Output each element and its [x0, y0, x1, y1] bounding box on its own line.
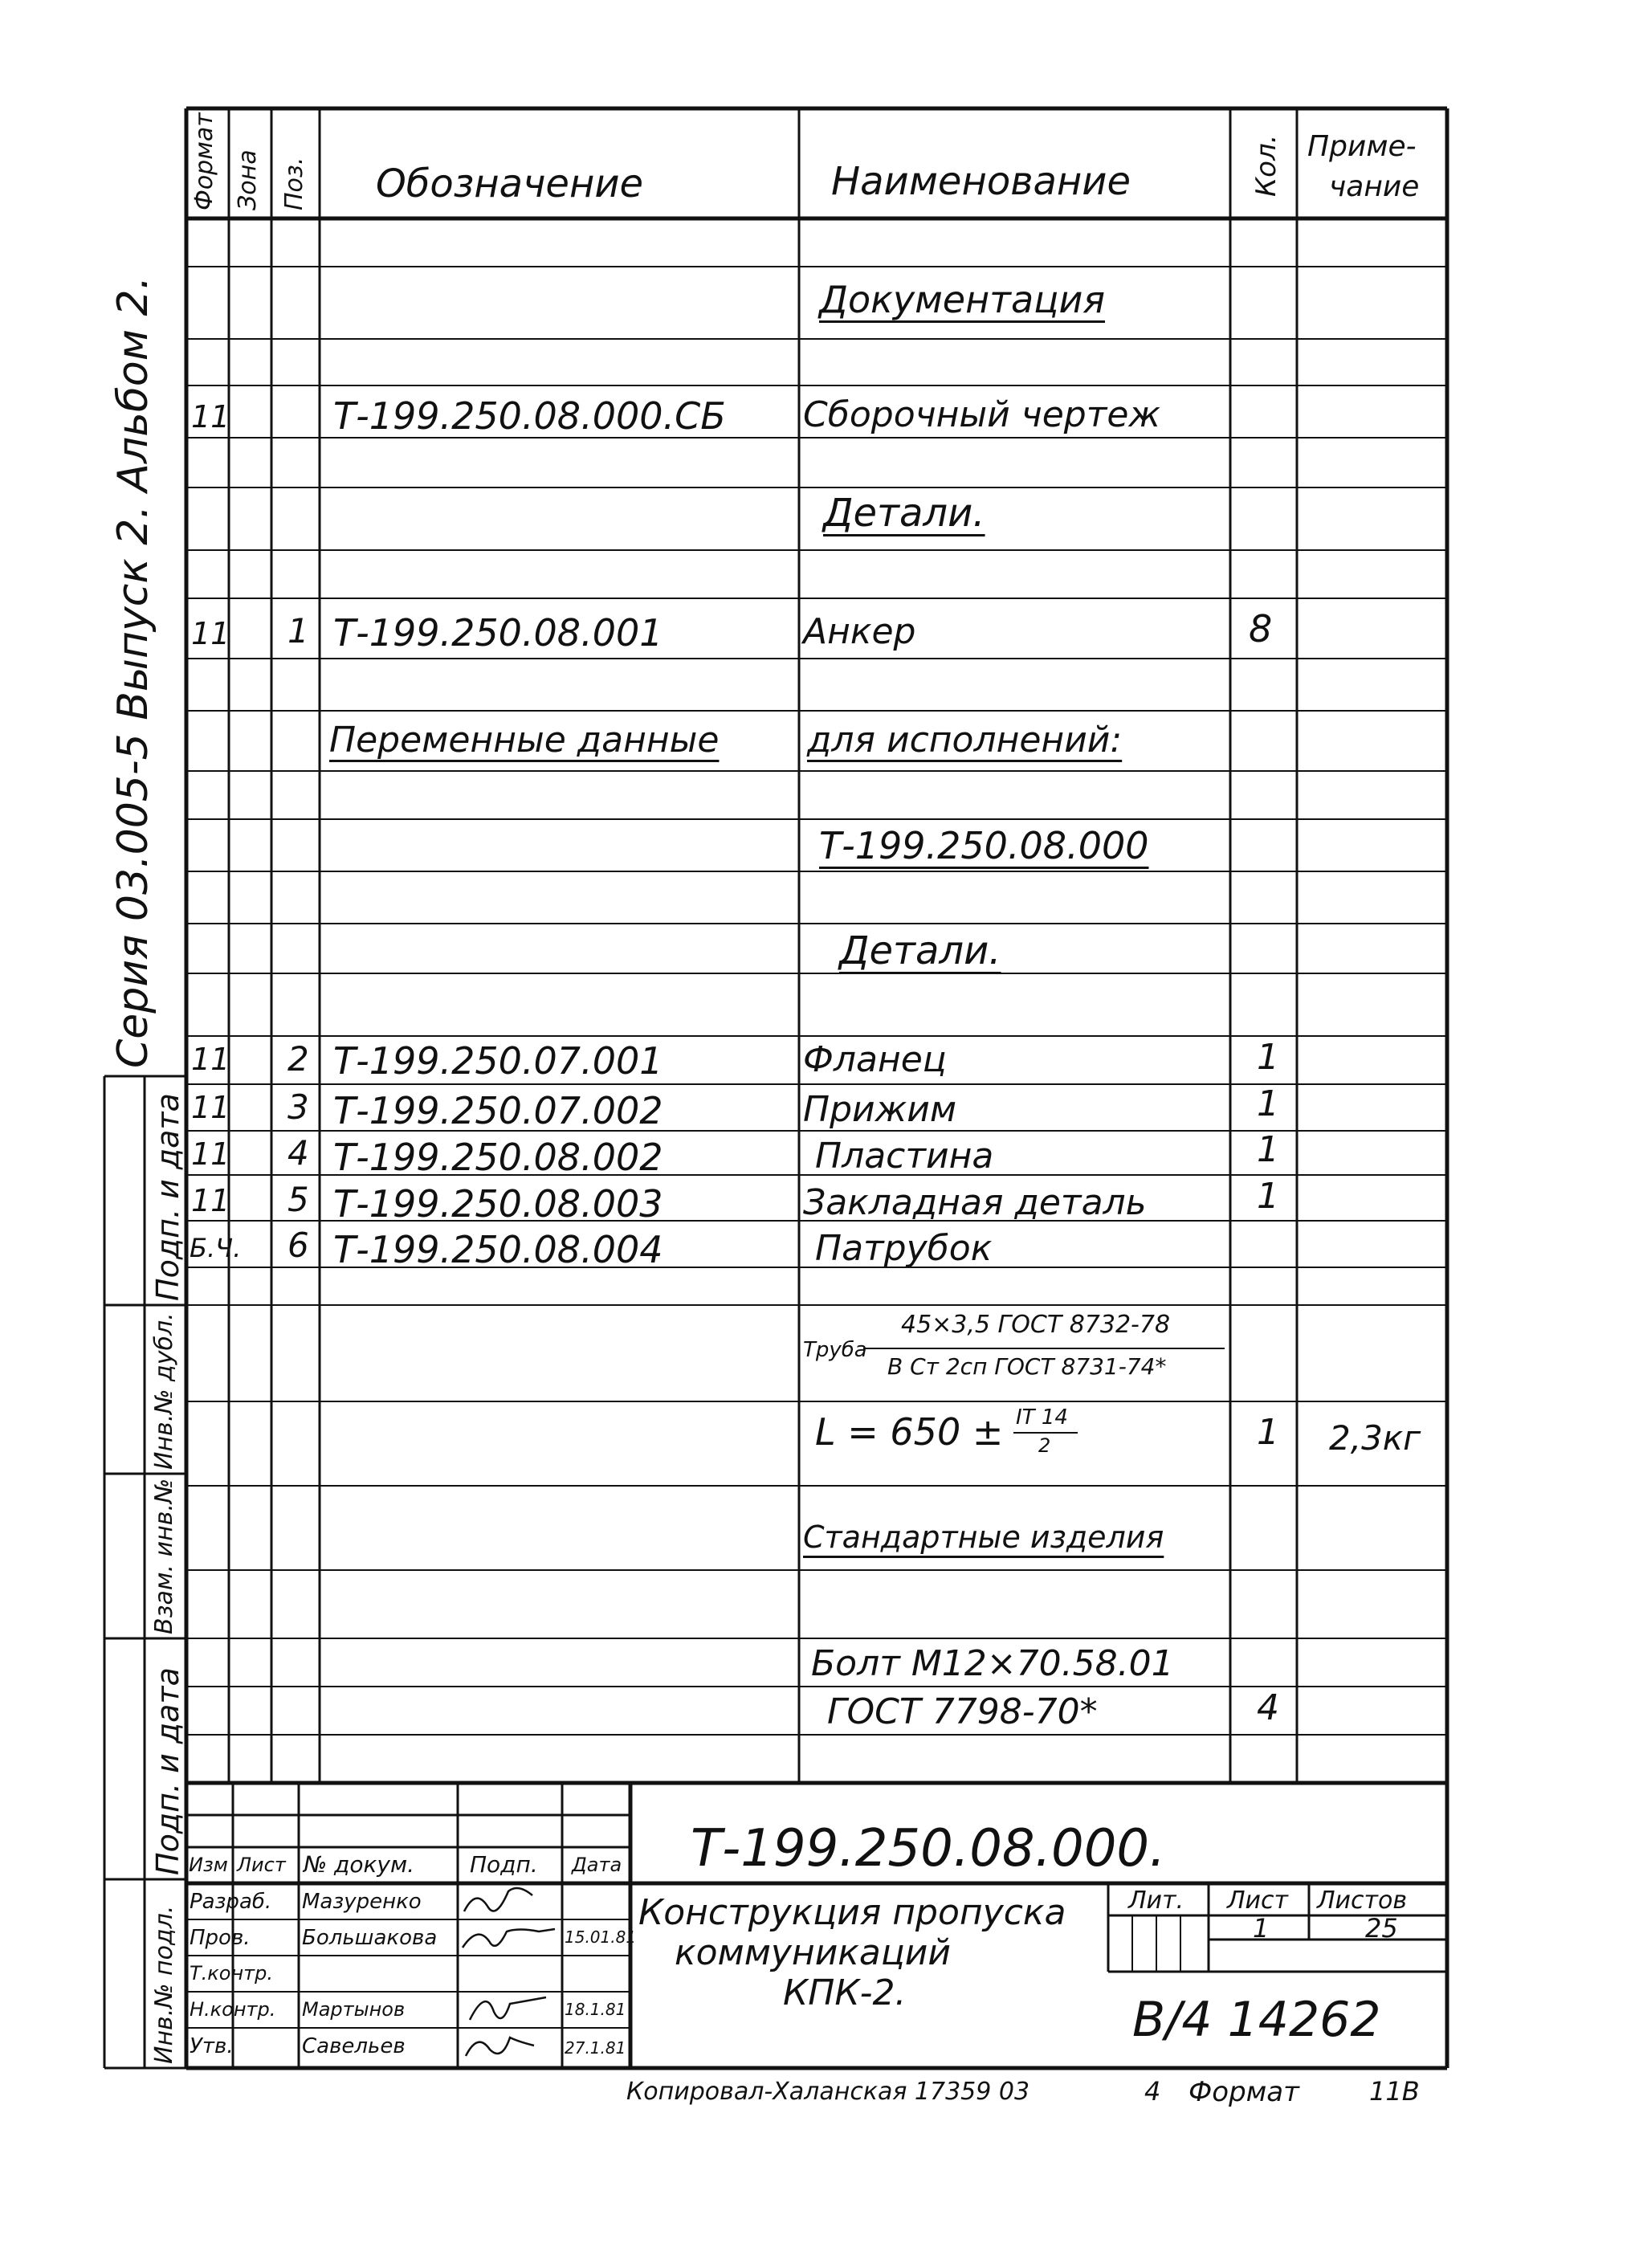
page-number: 4	[1144, 2076, 1161, 2107]
margin-inv-duplicate: Инв.№ дубл.	[150, 1312, 178, 1470]
row-format: 11	[191, 399, 230, 434]
header-note-1: Приме-	[1307, 130, 1417, 163]
header-format: Формат	[190, 112, 218, 210]
margin-replace-inv: Взам. инв.№	[150, 1478, 178, 1634]
row-name: Сборочный чертеж	[803, 394, 1161, 435]
row-designation: Т-199.250.07.001	[333, 1039, 663, 1083]
row-format: 11	[191, 1090, 230, 1125]
row-name: Фланец	[803, 1039, 947, 1080]
row-name: Закладная деталь	[803, 1182, 1147, 1223]
role-norm-control-name: Мартынов	[302, 1998, 406, 2021]
row-format: 11	[191, 1042, 230, 1077]
role-checker-date: 15.01.81	[565, 1927, 637, 1947]
header-qty: Кол.	[1250, 134, 1282, 197]
format-label: Формат	[1188, 2076, 1299, 2108]
row-quantity: 8	[1249, 607, 1273, 651]
tolerance-line	[1013, 1432, 1078, 1434]
row-format: 11	[191, 1136, 230, 1172]
role-tech-control: Т.контр.	[190, 1962, 274, 1984]
header-name: Наименование	[831, 159, 1131, 204]
variable-data-label: Переменные данные	[329, 720, 720, 761]
row-name: Пластина	[815, 1136, 994, 1177]
row-format: 11	[191, 1183, 230, 1218]
title-line-1: Конструкция пропуска	[638, 1892, 1066, 1933]
row-format: Б.Ч.	[190, 1233, 242, 1263]
row-designation: Т-199.250.08.003	[333, 1182, 663, 1226]
role-norm-control-date: 18.1.81	[565, 2000, 626, 2019]
role-approver: Утв.	[190, 2034, 234, 2058]
row-name: Прижим	[803, 1089, 957, 1130]
role-approver-name: Савельев	[302, 2034, 406, 2058]
sheets-label: Листов	[1317, 1887, 1408, 1915]
row-designation: Т-199.250.08.002	[333, 1136, 663, 1179]
row-name: Патрубок	[815, 1228, 993, 1269]
role-approver-date: 27.1.81	[565, 2038, 626, 2058]
row-quantity: 1	[1257, 1037, 1279, 1078]
margin-inv-original: Инв.№ подл.	[150, 1905, 178, 2064]
bolt-gost: ГОСТ 7798-70*	[827, 1691, 1098, 1732]
pipe-length: L = 650 ±	[815, 1410, 1004, 1454]
row-designation: Т-199.250.07.002	[333, 1089, 663, 1132]
col-signature: Подп.	[470, 1851, 538, 1878]
header-zone: Зона	[234, 149, 262, 210]
pipe-mass-note: 2,3кг	[1329, 1418, 1421, 1458]
col-date: Дата	[572, 1854, 622, 1876]
role-developer: Разраб.	[190, 1890, 272, 1914]
pipe-quantity: 1	[1257, 1412, 1279, 1453]
col-doc-number: № докум.	[304, 1851, 415, 1878]
row-designation: Т-199.250.08.004	[333, 1228, 663, 1271]
section-documentation: Документация	[819, 278, 1106, 321]
sheet-label: Лист	[1227, 1887, 1289, 1915]
tolerance-numerator: IT 14	[1016, 1405, 1068, 1430]
row-position: 2	[287, 1039, 309, 1079]
col-list: Лист	[237, 1854, 286, 1876]
pipe-material-1: 45×3,5 ГОСТ 8732-78	[901, 1311, 1171, 1339]
row-designation: Т-199.250.08.000.СБ	[333, 394, 726, 438]
row-position: 4	[287, 1133, 309, 1173]
pipe-fraction-line	[863, 1348, 1225, 1349]
header-note-2: чание	[1329, 170, 1420, 203]
row-format: 11	[191, 616, 230, 651]
organization-code: В/4 14262	[1132, 1992, 1381, 2048]
role-checker: Пров.	[190, 1926, 251, 1950]
version-designation: Т-199.250.08.000	[819, 824, 1149, 867]
role-checker-name: Большакова	[302, 1926, 438, 1950]
row-quantity: 1	[1257, 1129, 1279, 1170]
role-norm-control: Н.контр.	[190, 1998, 276, 2021]
title-line-2: коммуникаций	[675, 1932, 951, 1973]
header-pos: Поз.	[280, 157, 308, 210]
bolt-designation: Болт М12×70.58.01	[811, 1643, 1174, 1684]
copied-by: Копировал-Халанская 17359 03	[626, 2078, 1030, 2106]
document-number: Т-199.250.08.000.	[691, 1819, 1166, 1878]
for-versions-label: для исполнений:	[807, 720, 1123, 761]
row-position: 6	[287, 1226, 309, 1265]
section-standard-items: Стандартные изделия	[803, 1519, 1164, 1555]
row-name: Анкер	[803, 611, 916, 652]
title-line-3: КПК-2.	[783, 1972, 907, 2013]
series-album-label: Серия 03.005-5 Выпуск 2. Альбом 2.	[109, 275, 157, 1068]
row-position: 1	[287, 611, 309, 651]
sheet-value: 1	[1253, 1913, 1270, 1944]
pipe-material-2: В Ст 2сп ГОСТ 8731-74*	[887, 1353, 1167, 1380]
col-izm: Изм	[189, 1854, 228, 1876]
row-position: 5	[287, 1180, 309, 1219]
margin-sign-date-1: Подп. и дата	[150, 1667, 186, 1875]
row-quantity: 1	[1257, 1083, 1279, 1124]
pipe-prefix: Труба	[803, 1338, 867, 1362]
header-designation: Обозначение	[376, 161, 644, 206]
row-position: 3	[287, 1087, 309, 1127]
row-designation: Т-199.250.08.001	[333, 611, 663, 655]
format-value: 11В	[1369, 2076, 1420, 2107]
role-developer-name: Мазуренко	[302, 1890, 422, 1914]
section-parts-2: Детали.	[839, 928, 1001, 973]
bolt-quantity: 4	[1257, 1687, 1279, 1728]
row-quantity: 1	[1257, 1176, 1279, 1217]
tolerance-denominator: 2	[1038, 1434, 1051, 1457]
margin-sign-date-2: Подп. и дата	[150, 1093, 186, 1301]
sheets-value: 25	[1365, 1913, 1398, 1944]
lit-label: Лит.	[1128, 1887, 1184, 1915]
section-parts: Детали.	[823, 491, 985, 536]
